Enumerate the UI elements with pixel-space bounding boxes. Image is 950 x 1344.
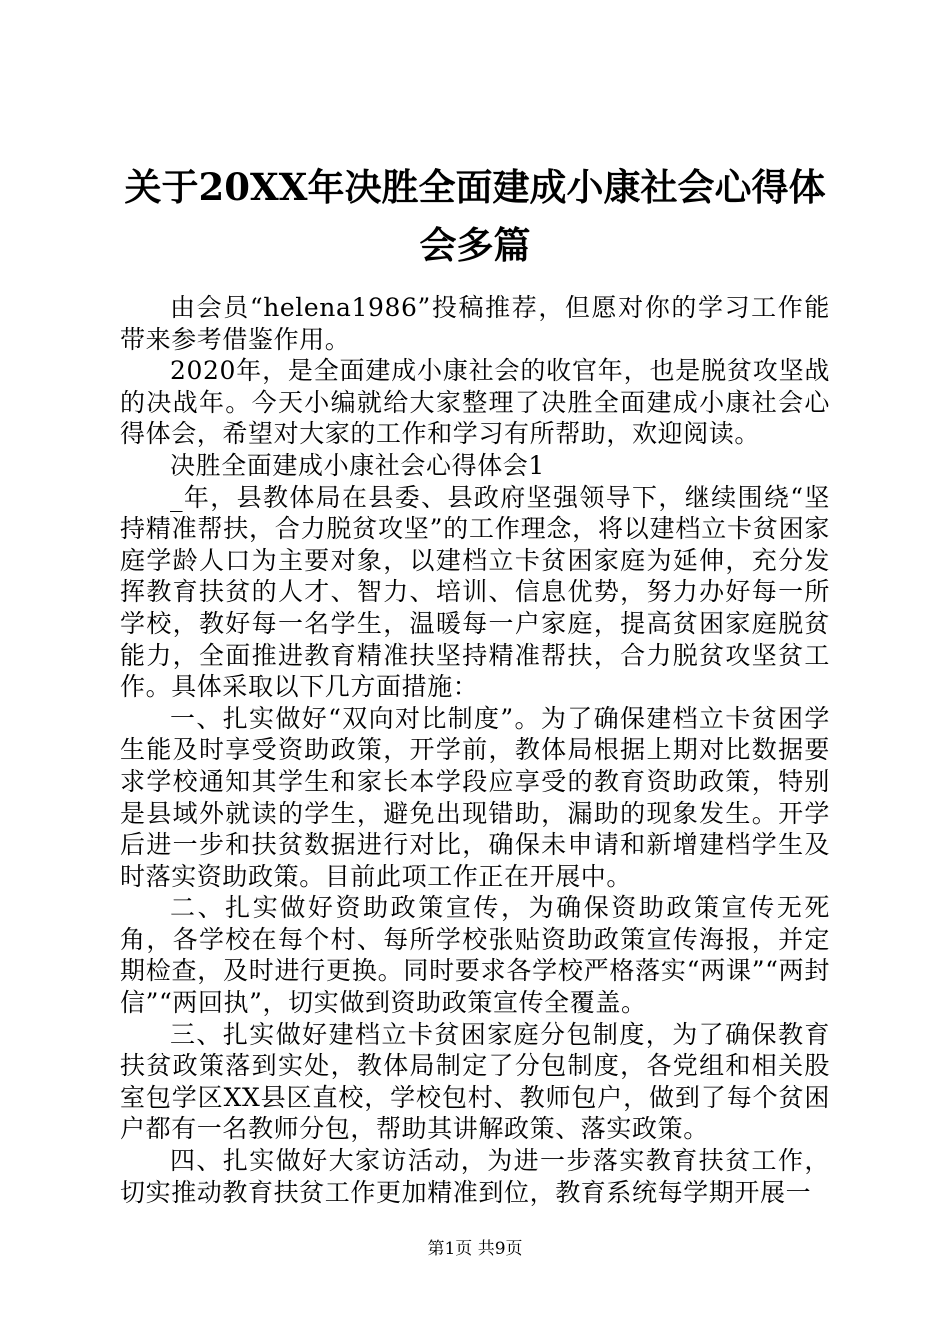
document-body — [120, 292, 830, 1208]
paragraph-intro: 由会员“helena1986”投稿推荐，但愿对你的学习工作能带来参考借鉴作用。 — [120, 293, 830, 354]
page-footer: 第1页 共9页 — [427, 1239, 523, 1259]
document-title: 关于20XX年决胜全面建成小康社会心得体会多篇 — [124, 165, 826, 267]
paragraph-measure-1: 一、扎实做好“双向对比制度”。为了确保建档立卡贫困学生能及时享受资助政策，开学前，教体局根据上期对比数据要求学校通知其学生和家长本学段应享受的教育资助政策，特别是县域外就读的学生，避免出现错助，漏助的现象发生。开学后进一步和扶贫数据进行对比，确保未申请和新增建档学生及时落实资助政策。目前此项工作正在开展中。 — [120, 703, 830, 891]
paragraph-measure-4: 四、扎实做好大家访活动，为进一步落实教育扶贫工作，切实推动教育扶贫工作更加精准到位，教育系统每学期开展一 — [120, 1146, 830, 1207]
paragraph-2020: 2020年，是全面建成小康社会的收官年，也是脱贫攻坚战的决战年。今天小编就给大家整理了决胜全面建成小康社会心得体会，希望对大家的工作和学习有所帮助，欢迎阅读。 — [120, 356, 830, 449]
paragraph-measure-2: 二、扎实做好资助政策宣传，为确保资助政策宣传无死角，各学校在每个村、每所学校张贴资助政策宣传海报，并定期检查，及时进行更换。同时要求各学校严格落实“两课”“两封信”“两回执”，切实做到资助政策宣传全覆盖。 — [120, 893, 830, 1018]
paragraph-measure-3: 三、扎实做好建档立卡贫困家庭分包制度，为了确保教育扶贫政策落到实处，教体局制定了分包制度，各党组和相关股室包学区XX县区直校，学校包村、教师包户，做到了每个贫困户都有一名教师分包，帮助其讲解政策、落实政策。 — [120, 1019, 830, 1144]
section-heading: 决胜全面建成小康社会心得体会1 — [170, 450, 545, 480]
paragraph-overview: _年，县教体局在县委、县政府坚强领导下，继续围绕“坚持精准帮扶，合力脱贫攻坚”的工作理念，将以建档立卡贫困家庭学龄人口为主要对象，以建档立卡贫困家庭为延伸，充分发挥教育扶贫的人才、智力、培训、信息优势，努力办好每一所学校，教好每一名学生，温暖每一户家庭，提高贫困家庭脱贫能力，全面推进教育精准扶坚持精准帮扶，合力脱贫攻坚贫工作。具体采取以下几方面措施： — [120, 482, 830, 702]
